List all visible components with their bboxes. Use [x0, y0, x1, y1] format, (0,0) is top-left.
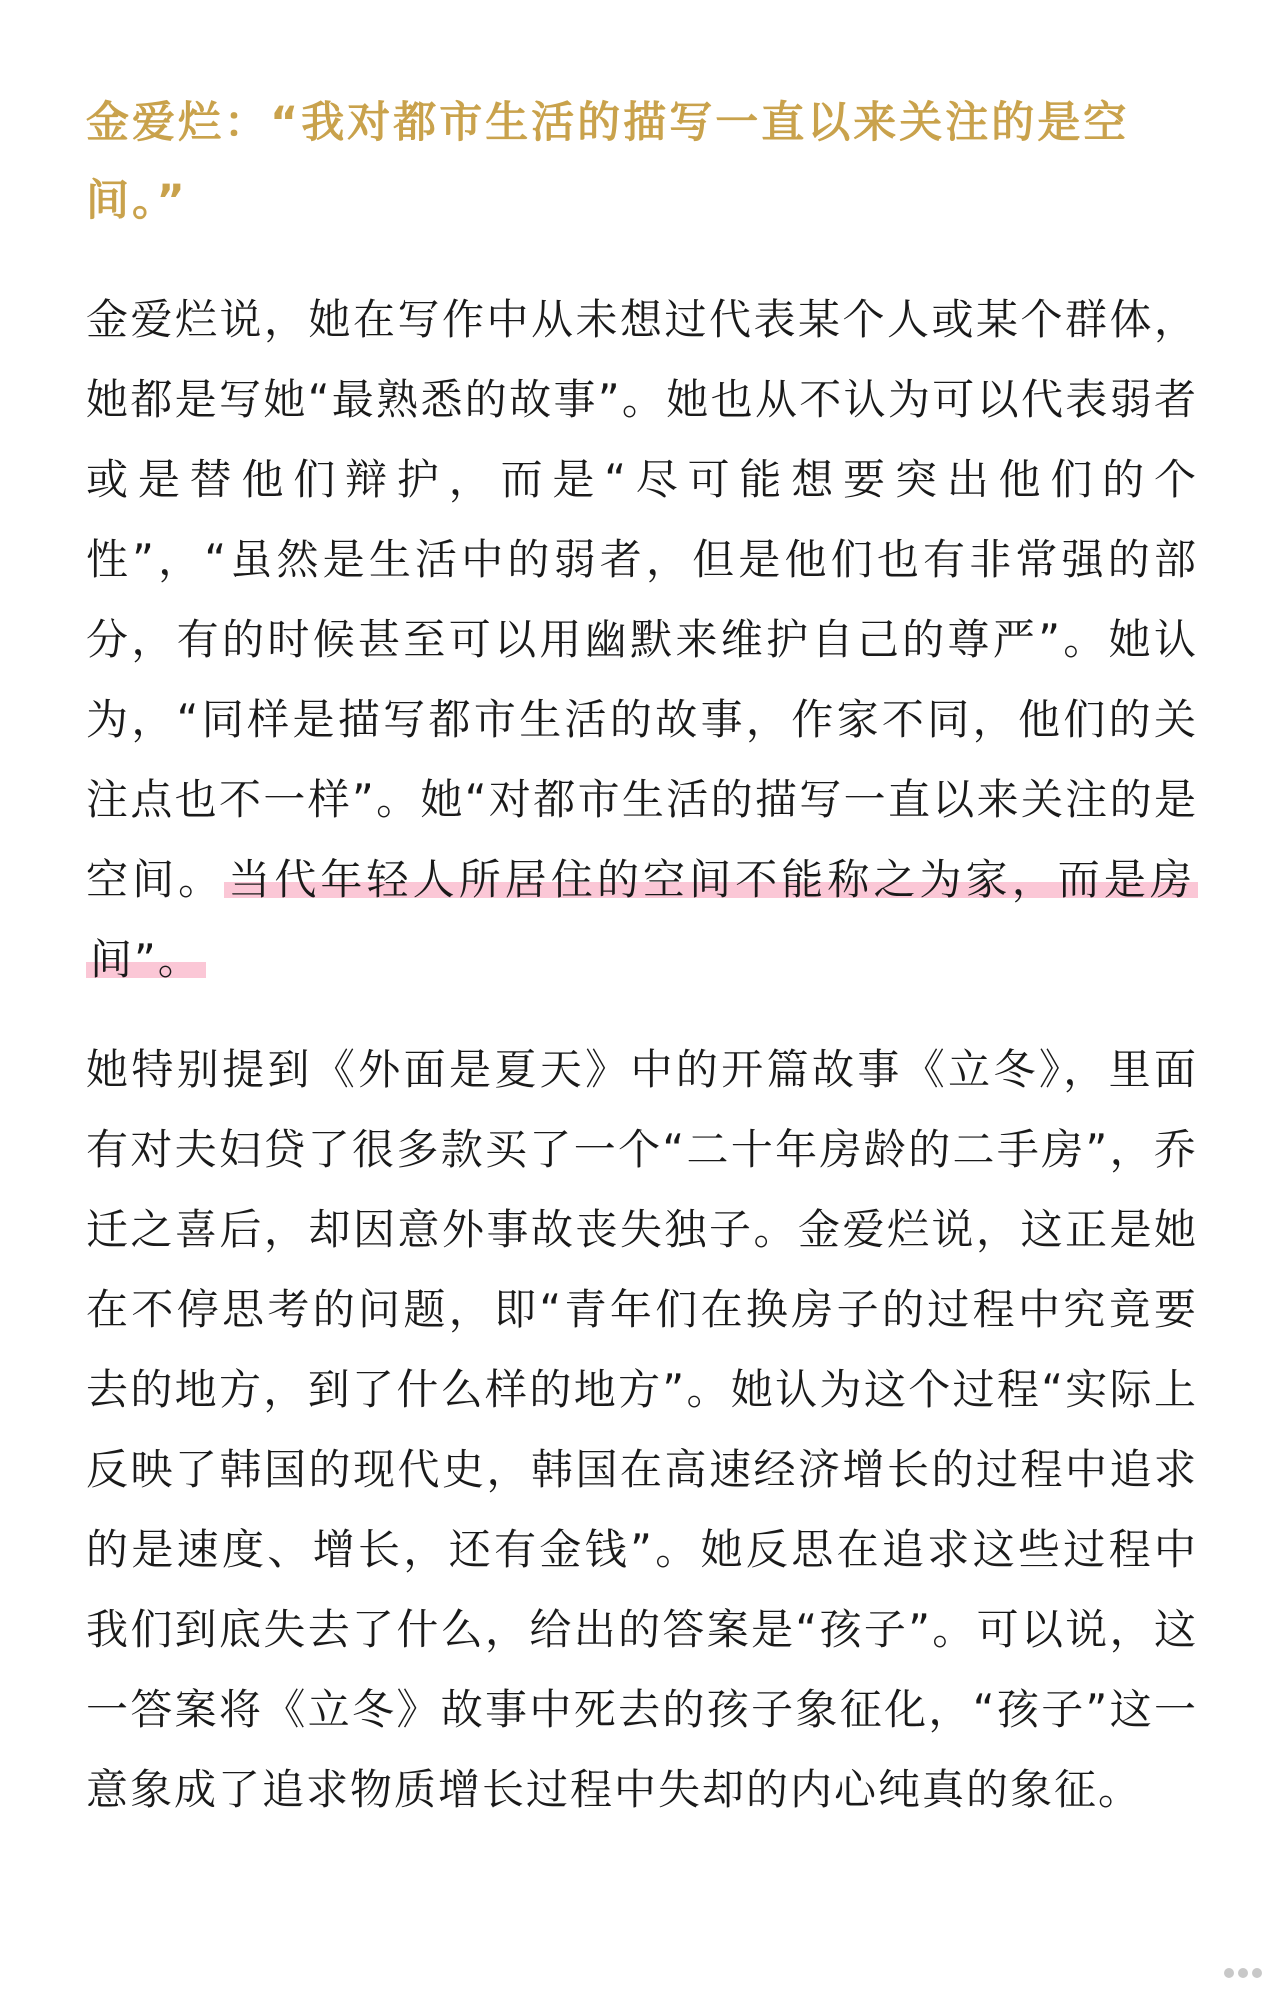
- paragraph-2: 她特别提到《外面是夏天》中的开篇故事《立冬》，里面有对夫妇贷了很多款买了一个“二十年房龄的二手房”，乔迁之喜后，却因意外事故丧失独子。金爱烂说，这正是她在不停思考的问题，即“青年们在换房子的过程中究竟要去的地方，到了什么样的地方”。她认为这个过程“实际上反映了韩国的现代史，韩国在高速经济增长的过程中追求的是速度、增长，还有金钱”。她反思在追求这些过程中我们到底失去了什么，给出的答案是“孩子”。可以说，这一答案将《立冬》故事中死去的孩子象征化，“孩子”这一意象成了追求物质增长过程中失却的内心纯真的象征。: [86, 1045, 1198, 1814]
- paragraph-1: [86, 280, 1198, 1000]
- more-icon: [1224, 1968, 1262, 1978]
- article: [86, 84, 1198, 1830]
- highlighted-quote: 当代年轻人所居住的空间不能称之为家，而是房间”。: [86, 855, 1198, 984]
- paragraph-1-text: 金爱烂说，她在写作中从未想过代表某个人或某个群体，她都是写她“最熟悉的故事”。她也从不认为可以代表弱者或是替他们辩护，而是“尽可能想要突出他们的个性”，“虽然是生活中的弱者，但是他们也有非常强的部分，有的时候甚至可以用幽默来维护自己的尊严”。她认为，“同样是描写都市生活的故事，作家不同，他们的关注点也不一样”。她“对都市生活的描写一直以来关注的是空间。: [86, 295, 1198, 904]
- article-heading: 金爱烂：“我对都市生活的描写一直以来关注的是空间。”: [86, 98, 1130, 226]
